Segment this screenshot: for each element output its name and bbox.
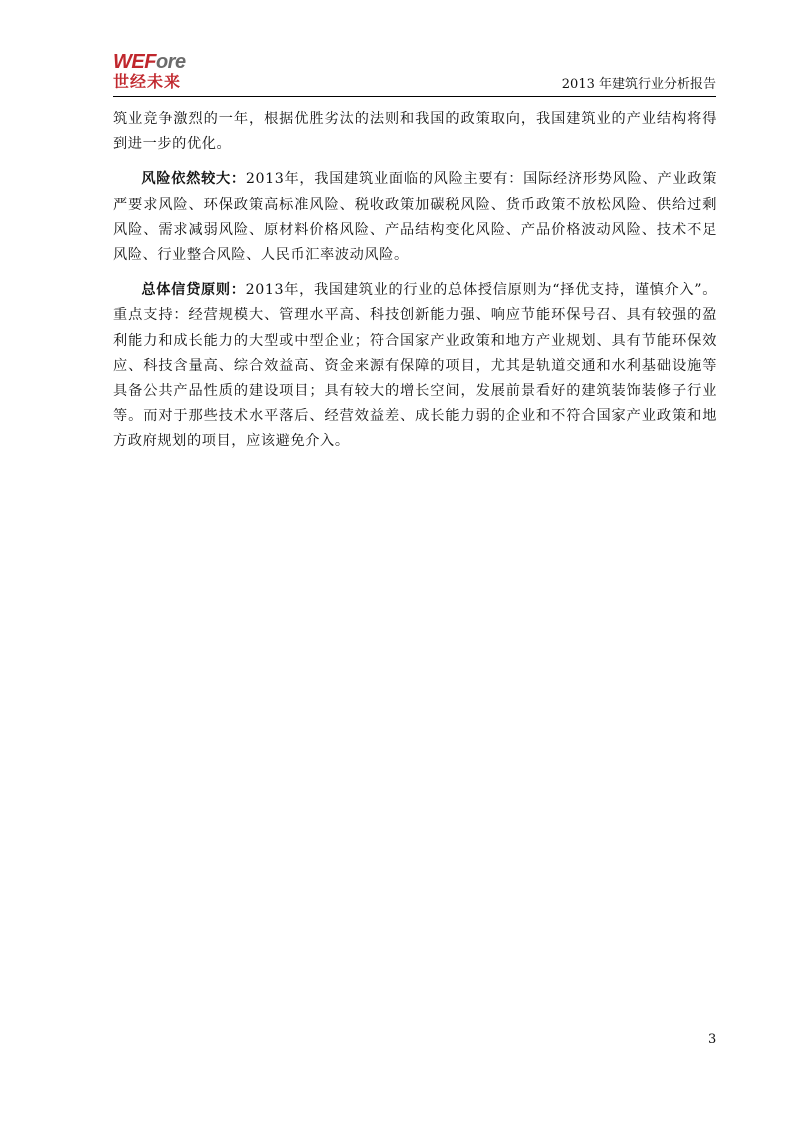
paragraph-credit-text: 2013年，我国建筑业的行业的总体授信原则为“择优支持，谨慎介入”。重点支持：经营规模大、管理水平高、科技创新能力强、响应节能环保号召、具有较强的盈利能力和成长能力的大型或中型企业；符合国家产业政策和地方产业规划、具有节能环保效应、科技含量高、综合效益高、资金来源有保障的项目，尤其是轨道交通和水利基础设施等具备公共产品性质的建设项目；具有较大的增长空间，发展前景看好的建筑装饰装修子行业等。而对于那些技术水平落后、经营效益差、成长能力弱的企业和不符合国家产业政策和地方政府规划的项目，应该避免介入。 — [113, 282, 718, 450]
logo-wordmark-grey: ore — [155, 51, 186, 73]
logo-wordmark — [113, 52, 186, 72]
paragraph-risk — [113, 167, 717, 268]
paragraph-risk-heading: 风险依然较大： — [141, 171, 246, 188]
paragraph-continuation: 筑业竞争激烈的一年，根据优胜劣汰的法则和我国的政策取向，我国建筑业的产业结构将得到进一步的优化。 — [113, 111, 717, 153]
paragraph-credit-principle — [113, 278, 717, 454]
header-title: 2013 年建筑行业分析报告 — [561, 77, 716, 92]
company-logo — [113, 52, 203, 92]
paragraph-risk-text: 2013年，我国建筑业面临的风险主要有：国际经济形势风险、产业政策严要求风险、环保政策高标准风险、税收政策加碳税风险、货币政策不放松风险、供给过剩风险、需求减弱风险、原材料价格风险、产品结构变化风险、产品价格波动风险、技术不足风险、行业整合风险、人民币汇率波动风险。 — [113, 171, 717, 264]
page-number: 3 — [708, 1032, 717, 1047]
body-text — [113, 107, 717, 455]
logo-wordmark-red: WEF — [113, 51, 156, 73]
paragraph-credit-heading: 总体信贷原则： — [141, 282, 246, 299]
logo-chinese-name: 世经未来 — [113, 72, 182, 91]
header-divider — [113, 96, 716, 97]
